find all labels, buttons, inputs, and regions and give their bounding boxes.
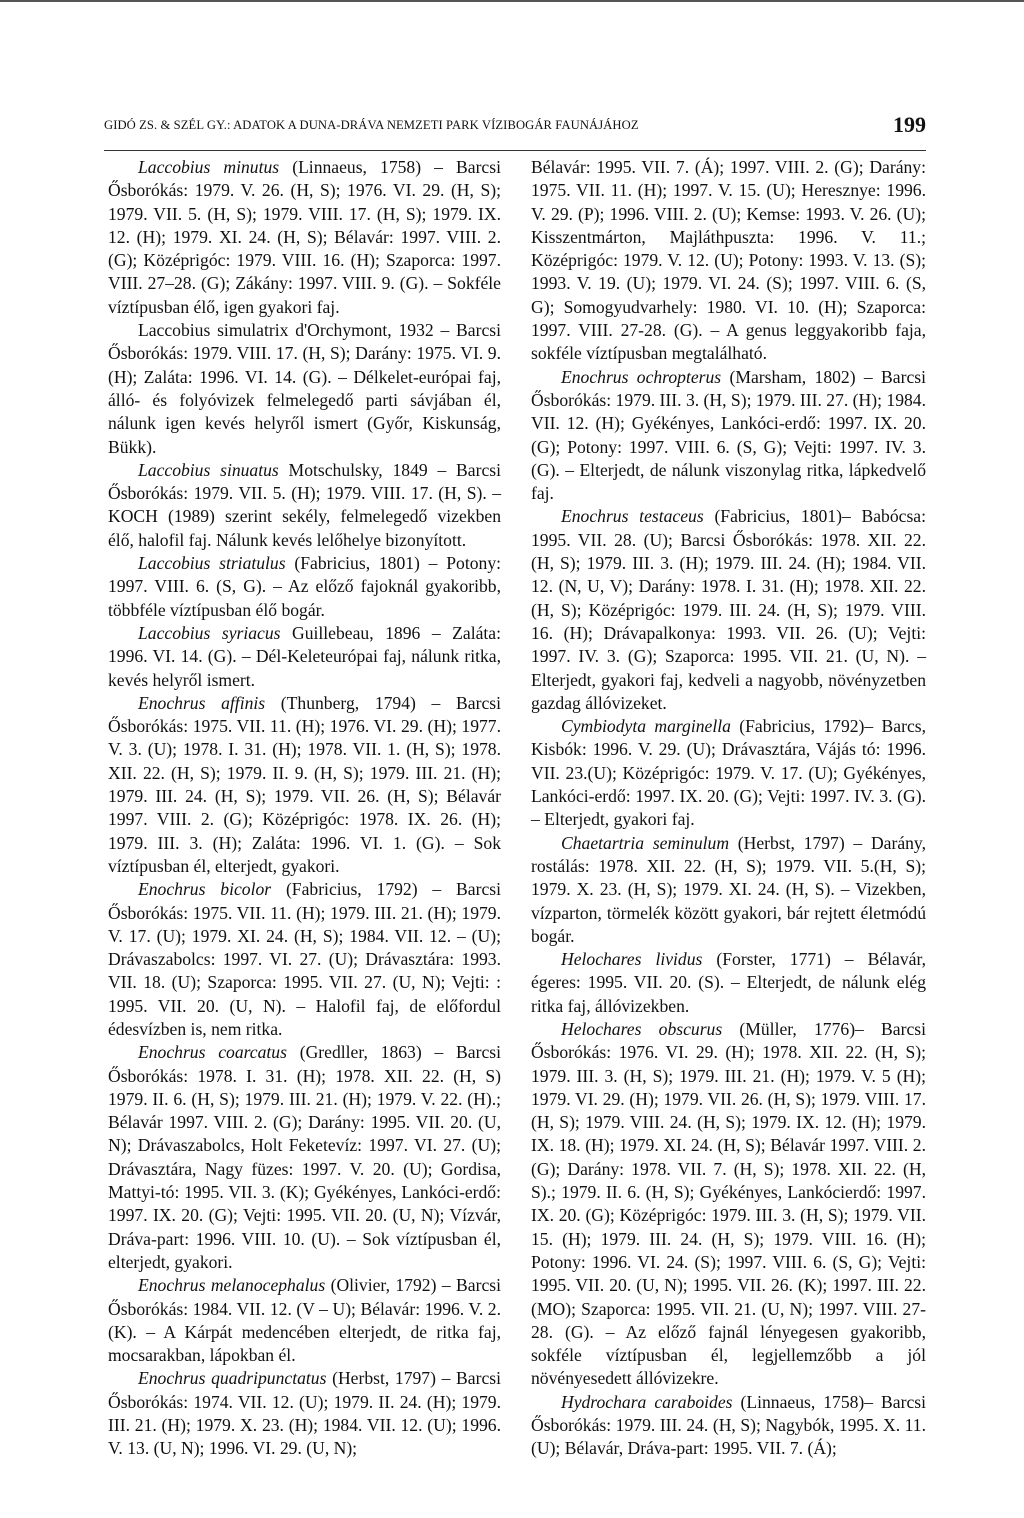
header-rule: [104, 150, 926, 151]
species-entry: [108, 156, 501, 319]
record-text: Bélavár: 1995. VII. 7. (Á); 1997. VIII. 2. (G); Darány: 1975. VII. 11. (H); 1997. V. 15. (U); Heresznye: 1996. V. 29. (P); 1996. VIII. 2. (U); Kemse: 1993. V. 26. (U); Kisszentmárton, Majláthpuszta: 1996. V. 11.; Középrigóc: 1979. V. 12. (U); Potony: 1993. V. 13. (S); 1993. V. 19. (U); 1979. VI. 24. (S); 1997. VIII. 6. (S, G); Somogyudvarhely: 1980. VI. 10. (H); Szaporca: 1997. VIII. 27-28. (G). – A genus leggyakoribb faja, sokféle víztípusban megtalálható.: [531, 157, 926, 364]
species-name: Helochares lividus: [561, 949, 703, 970]
species-name: Laccobius minutus: [138, 157, 280, 177]
species-entry: [108, 1041, 501, 1274]
species-entry: [531, 1391, 926, 1461]
left-column: [108, 156, 501, 1506]
record-text: (Fabricius, 1792)– Barcs, Kisbók: 1996. V. 29. (U); Drávasztára, Vájás tó: 1996. VII. 23.(U); Középrigóc: 1979. V. 17. (U); Gyékényes, Lankóci-erdő: 1997. IX. 20. (G); Vejti: 1997. IV. 3. (G). – Elterjedt, gyakori faj.: [531, 716, 927, 830]
record-text: (Linnaeus, 1758) – Barcsi Ősborókás: 1979. V. 26. (H, S); 1976. VI. 29. (H, S); 1979. VII. 5. (H, S); 1979. VIII. 17. (H, S); 1979. IX. 12. (H); 1979. XI. 24. (H, S); Bélavár: 1997. VIII. 2. (G); Középrigóc: 1979. VIII. 16. (H); Szaporca: 1997. VIII. 27–28. (G); Zákány: 1997. VIII. 9. (G). – Sokféle víztípusban élő, igen gyakori faj.: [108, 157, 501, 317]
species-name: Cymbiodyta marginella: [561, 716, 731, 737]
record-text: Motschulsky, 1849 – Barcsi Ősborókás: 1979. VII. 5. (H); 1979. VIII. 17. (H, S). – KOCH (1989) szerint sekély, felmelegedő vizekben élő, halofil faj. Nálunk kevés lelőhelye bizonyított.: [108, 459, 501, 550]
page-header: [104, 114, 926, 150]
species-name: Laccobius striatulus: [138, 553, 286, 574]
species-entry: [531, 715, 926, 831]
record-text: (Fabricius, 1801) – Potony: 1997. VIII. 6. (S, G). – Az előző fajoknál gyakoribb, többféle víztípusban élő bogár.: [108, 553, 502, 620]
species-entry: [108, 459, 501, 552]
record-text: (Herbst, 1797) – Darány, rostálás: 1978. XII. 22. (H, S); 1979. VII. 5.(H, S); 1979. X. 23. (H, S); 1979. XI. 24. (H, S). – Vizekben, vízparton, törmelék között gyakori, bár rejtett életmódú bogár.: [531, 832, 926, 946]
species-name: Laccobius sinuatus: [138, 459, 279, 480]
species-entry: [531, 366, 926, 506]
species-entry: [531, 505, 926, 715]
species-name: Laccobius syriacus: [138, 622, 281, 643]
record-text: Laccobius simulatrix d'Orchymont, 1932 – Barcsi Ősborókás: 1979. VIII. 17. (H, S); Darány: 1975. VI. 9. (H); Zaláta: 1996. VI. 14. (G). – Délkelet-európai faj, álló- és folyóvizek felmelegedő parti sávjában él, nálunk igen kevés helyről ismert (Győr, Kiskunság, Bükk).: [108, 320, 501, 457]
record-text: (Marsham, 1802) – Barcsi Ősborókás: 1979. III. 3. (H, S); 1979. III. 27. (H); 1984. VII. 12. (H); Gyékényes, Lankóci-erdő: 1997. IX. 20. (G); Potony: 1997. VIII. 6. (S, G); Vejti: 1997. IV. 3. (G). – Elterjedt, de nálunk viszonylag ritka, lápkedvelő faj.: [531, 366, 926, 504]
species-entry: [108, 622, 501, 692]
record-text: (Linnaeus, 1758)– Barcsi Ősborókás: 1979. III. 24. (H, S); Nagybók, 1995. X. 11. (U); Bélavár, Dráva-part: 1995. VII. 7. (Á);: [531, 1391, 926, 1459]
species-name: Enochrus quadripunctatus: [138, 1368, 327, 1389]
species-entry: [108, 878, 501, 1041]
record-text: (Müller, 1776)– Barcsi Ősborókás: 1976. VI. 29. (H); 1978. XII. 22. (H, S); 1979. III. 3. (H, S); 1979. III. 21. (H); 1979. V. 5 (H); 1979. VI. 29. (H); 1979. VII. 26. (H, S); 1979. VIII. 17. (H, S); 1979. VIII. 24. (H, S); 1979. IX. 12. (H); 1979. IX. 18. (H); 1979. XI. 24. (H, S); Bélavár 1997. VIII. 2. (G); Darány: 1978. VII. 7. (H, S); 1978. XII. 22. (H, S).; 1979. II. 6. (H, S); Gyékényes, Lankócierdő: 1997. IX. 20. (G); Középrigóc: 1979. III. 3. (H, S); 1979. VII. 15. (H); 1979. III. 24. (H, S); 1979. VIII. 16. (H); Potony: 1996. VI. 24. (S); 1997. VIII. 6. (S, G); Vejti: 1995. VII. 20. (U, N); 1995. VII. 26. (K); 1997. III. 22. (MO); Szaporca: 1995. VII. 21. (U, N); 1997. VIII. 27-28. (G). – Az előző fajnál lényegesen gyakoribb, sokféle víztípusban él, legjellemzőbb a jól növényesedett állóvizekre.: [531, 1018, 926, 1389]
scan-edge: [0, 0, 1024, 2]
species-entry: [531, 156, 926, 366]
species-name: Enochrus affinis: [138, 692, 266, 713]
species-entry: [531, 832, 926, 948]
species-name: Enochrus coarcatus: [138, 1042, 287, 1063]
record-text: (Olivier, 1792) – Barcsi Ősborókás: 1984. VII. 12. (V – U); Bélavár: 1996. V. 2. (K). – A Kárpát medencében elterjedt, de ritka faj, mocsarakban, lápokban él.: [108, 1275, 501, 1366]
record-text: (Fabricius, 1801)– Babócsa: 1995. VII. 28. (U); Barcsi Ősborókás: 1978. XII. 22. (H, S); 1979. III. 3. (H); 1979. III. 24. (H); 1984. VII. 12. (N, U, V); Darány: 1978. I. 31. (H); 1978. XII. 22. (H, S); Középrigóc: 1979. III. 24. (H, S); 1979. VIII. 16. (H); Drávapalkonya: 1993. VII. 26. (U); Vejti: 1997. IV. 3. (G); Szaporca: 1995. VII. 21. (U, N). – Elterjedt, gyakori faj, kedveli a nagyobb, növényzetben gazdag állóvizeket.: [531, 506, 927, 713]
species-name: Enochrus bicolor: [138, 879, 272, 900]
species-entry: [108, 1274, 501, 1367]
species-name: Hydrochara caraboides: [561, 1391, 733, 1412]
species-name: Helochares obscurus: [561, 1018, 723, 1039]
running-title: GIDÓ ZS. & SZÉL GY.: ADATOK A DUNA-DRÁVA NEMZETI PARK VÍZIBOGÁR FAUNÁJÁHOZ: [104, 118, 639, 132]
page-number: 199: [893, 112, 926, 137]
record-text: (Thunberg, 1794) – Barcsi Ősborókás: 1975. VII. 11. (H); 1976. VI. 29. (H); 1977. V. 3. (U); 1978. I. 31. (H); 1978. VII. 1. (H, S); 1978. XII. 22. (H, S); 1979. II. 9. (H, S); 1979. III. 21. (H); 1979. III. 24. (H, S); 1979. VII. 26. (H, S); Bélavár 1997. VIII. 2. (G); Középrigóc: 1978. IX. 26. (H); 1979. III. 3. (H); Zaláta: 1996. VI. 1. (G). – Sok víztípusban él, elterjedt, gyakori.: [108, 692, 501, 876]
record-text: (Herbst, 1797) – Barcsi Ősborókás: 1974. VII. 12. (U); 1979. II. 24. (H); 1979. III. 21. (H); 1979. X. 23. (H); 1984. VII. 12. (U); 1996. V. 13. (U, N); 1996. VI. 29. (U, N);: [108, 1368, 501, 1459]
species-name: Enochrus melanocephalus: [138, 1275, 326, 1296]
species-entry: [531, 948, 926, 1018]
right-column: [531, 156, 926, 1506]
record-text: Guillebeau, 1896 – Zaláta: 1996. VI. 14. (G). – Dél-Keleteurópai faj, nálunk ritka, kevés helyről ismert.: [108, 622, 501, 690]
species-name: Enochrus ochropterus: [561, 366, 722, 387]
record-text: (Forster, 1771) – Bélavár, égeres: 1995. VII. 20. (S). – Elterjedt, de nálunk elég ritka faj, állóvizekben.: [531, 949, 927, 1016]
species-name: Chaetartria seminulum: [561, 832, 730, 853]
species-name: Enochrus testaceus: [561, 506, 704, 527]
species-entry: [108, 319, 501, 459]
record-text: (Fabricius, 1792) – Barcsi Ősborókás: 1975. VII. 11. (H); 1979. III. 21. (H); 1979. V. 17. (U); 1979. XI. 24. (H, S); 1984. VII. 12. – (U); Drávaszabolcs: 1997. VI. 27. (U); Drávasztára: 1993. VII. 18. (U); Szaporca: 1995. VII. 27. (U, N); Vejti: : 1995. VII. 20. (U, N). – Halofil faj, de előfordul édesvízben is, nem ritka.: [108, 879, 501, 1039]
species-entry: [108, 552, 501, 622]
species-entry: [108, 1367, 501, 1460]
species-entry: [531, 1018, 926, 1391]
record-text: (Gredller, 1863) – Barcsi Ősborókás: 1978. I. 31. (H); 1978. XII. 22. (H, S) 1979. II. 6. (H, S); 1979. III. 21. (H); 1979. V. 22. (H).; Bélavár 1997. VIII. 2. (G); Darány: 1995. VII. 20. (U, N); Drávaszabolcs, Holt Feketevíz: 1997. VI. 27. (U); Drávasztára, Nagy füzes: 1997. V. 20. (U); Gordisa, Mattyi-tó: 1995. VII. 3. (K); Gyékényes, Lankóci-erdő: 1997. IX. 20. (G); Vejti: 1995. VII. 20. (U, N); Vízvár, Dráva-part: 1996. VIII. 10. (U). – Sok víztípusban él, elterjedt, gyakori.: [108, 1042, 501, 1272]
species-entry: [108, 692, 501, 878]
